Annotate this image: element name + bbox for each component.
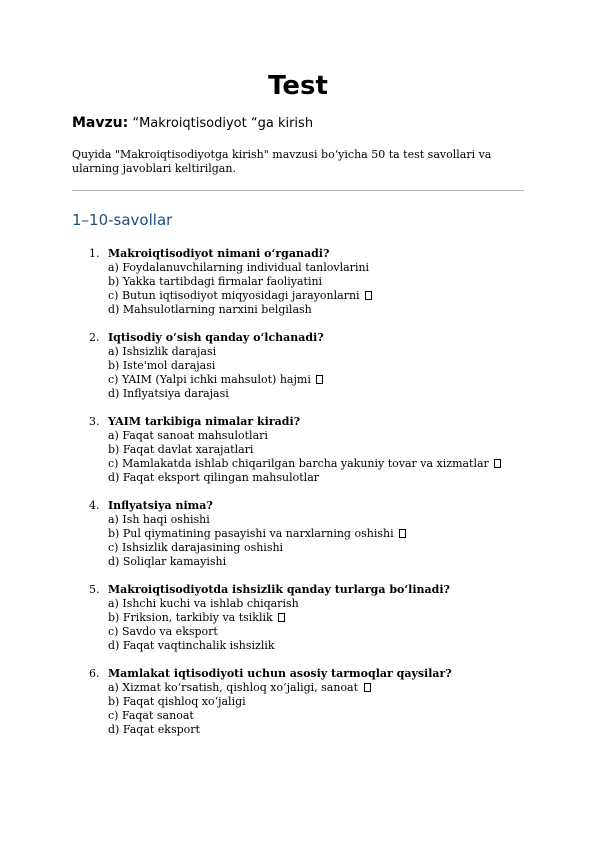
question-number: 3.: [89, 415, 100, 428]
answer-option-text: b) Faqat davlat xarajatlari: [108, 443, 254, 456]
answer-option-text: b) Friksion, tarkibiy va tsiklik: [108, 611, 273, 624]
answer-option-text: d) Faqat eksport qilingan mahsulotlar: [108, 471, 320, 484]
question-item: [72, 499, 532, 569]
answer-option: [108, 611, 532, 625]
answer-option: [108, 555, 532, 569]
answer-option-text: a) Ishsizlik darajasi: [108, 345, 217, 358]
question-item: [72, 667, 532, 737]
answer-option: [108, 723, 532, 737]
answer-option-text: a) Ishchi kuchi va ishlab chiqarish: [108, 597, 299, 610]
question-text: Inflyatsiya nima?: [108, 499, 213, 512]
answer-option: [108, 695, 532, 709]
answer-option-text: c) Butun iqtisodiyot miqyosidagi jarayonlarni: [108, 289, 360, 302]
question-number: 5.: [89, 583, 100, 596]
answer-option-text: b) Yakka tartibdagi firmalar faoliyatini: [108, 275, 323, 288]
answer-option-text: b) Faqat qishloq xo‘jaligi: [108, 695, 246, 708]
question-text: Makroiqtisodiyotda ishsizlik qanday turlarga bo‘linadi?: [108, 583, 450, 596]
answer-option-text: d) Soliqlar kamayishi: [108, 555, 227, 568]
answer-option-text: a) Xizmat ko‘rsatish, qishloq xo‘jaligi, sanoat: [108, 681, 359, 694]
topic-line: [72, 114, 313, 133]
answer-option: [108, 303, 532, 317]
answer-option-text: a) Foydalanuvchilarning individual tanlovlarini: [108, 261, 370, 274]
answer-option: [108, 443, 532, 457]
question-number: 4.: [89, 499, 100, 512]
answer-option: [108, 597, 532, 611]
topic-value: “Makroiqtisodiyot “ga kirish: [132, 116, 314, 131]
question-number: 6.: [89, 667, 100, 680]
answer-option: [108, 527, 532, 541]
answer-option-text: c) Ishsizlik darajasining oshishi: [108, 541, 284, 554]
question-text: Iqtisodiy o‘sish qanday o‘lchanadi?: [108, 331, 324, 344]
answer-option-text: c) YAIM (Yalpi ichki mahsulot) hajmi: [108, 373, 311, 386]
answer-option: [108, 709, 532, 723]
question-item: [72, 583, 532, 653]
correct-answer-marker-icon: [399, 529, 406, 538]
answer-option: [108, 261, 532, 275]
answer-option: [108, 387, 532, 401]
intro-paragraph: Quyida "Makroiqtisodiyotga kirish" mavzusi bo‘yicha 50 ta test savollari va ularning javoblari keltirilgan.: [72, 148, 492, 175]
answer-option-text: b) Pul qiymatining pasayishi va narxlarning oshishi: [108, 527, 394, 540]
question-item: [72, 415, 532, 485]
answer-option: [108, 289, 532, 303]
answer-option: [108, 359, 532, 373]
answer-option: [108, 275, 532, 289]
question-text: YAIM tarkibiga nimalar kiradi?: [108, 415, 301, 428]
question-number: 2.: [89, 331, 100, 344]
answer-option: [108, 541, 532, 555]
question-item: [72, 247, 532, 317]
correct-answer-marker-icon: [494, 459, 501, 468]
answer-option-text: d) Faqat vaqtinchalik ishsizlik: [108, 639, 275, 652]
answer-option: [108, 345, 532, 359]
answer-option-text: c) Faqat sanoat: [108, 709, 194, 722]
answer-option: [108, 373, 532, 387]
answer-option: [108, 513, 532, 527]
answer-option: [108, 639, 532, 653]
question-text: Makroiqtisodiyot nimani o‘rganadi?: [108, 247, 330, 260]
answer-option-text: c) Savdo va eksport: [108, 625, 218, 638]
correct-answer-marker-icon: [316, 375, 323, 384]
section-heading: 1–10-savollar: [72, 211, 173, 229]
answer-option-text: a) Faqat sanoat mahsulotlari: [108, 429, 268, 442]
answer-option-text: a) Ish haqi oshishi: [108, 513, 210, 526]
answer-option: [108, 681, 532, 695]
topic-label: Mavzu:: [72, 115, 129, 131]
answer-option: [108, 429, 532, 443]
answer-option-text: d) Inflyatsiya darajasi: [108, 387, 229, 400]
horizontal-divider: [72, 190, 524, 191]
answer-option-text: d) Mahsulotlarning narxini belgilash: [108, 303, 312, 316]
answer-option: [108, 625, 532, 639]
correct-answer-marker-icon: [364, 683, 371, 692]
answer-option: [108, 471, 532, 485]
question-list: [72, 247, 532, 751]
answer-option-text: d) Faqat eksport: [108, 723, 200, 736]
answer-option-text: b) Iste'mol darajasi: [108, 359, 216, 372]
question-number: 1.: [89, 247, 100, 260]
correct-answer-marker-icon: [365, 291, 372, 300]
question-item: [72, 331, 532, 401]
answer-option: [108, 457, 532, 471]
correct-answer-marker-icon: [278, 613, 285, 622]
page-title: Test: [268, 71, 328, 101]
question-text: Mamlakat iqtisodiyoti uchun asosiy tarmoqlar qaysilar?: [108, 667, 452, 680]
answer-option-text: c) Mamlakatda ishlab chiqarilgan barcha yakuniy tovar va xizmatlar: [108, 457, 489, 470]
